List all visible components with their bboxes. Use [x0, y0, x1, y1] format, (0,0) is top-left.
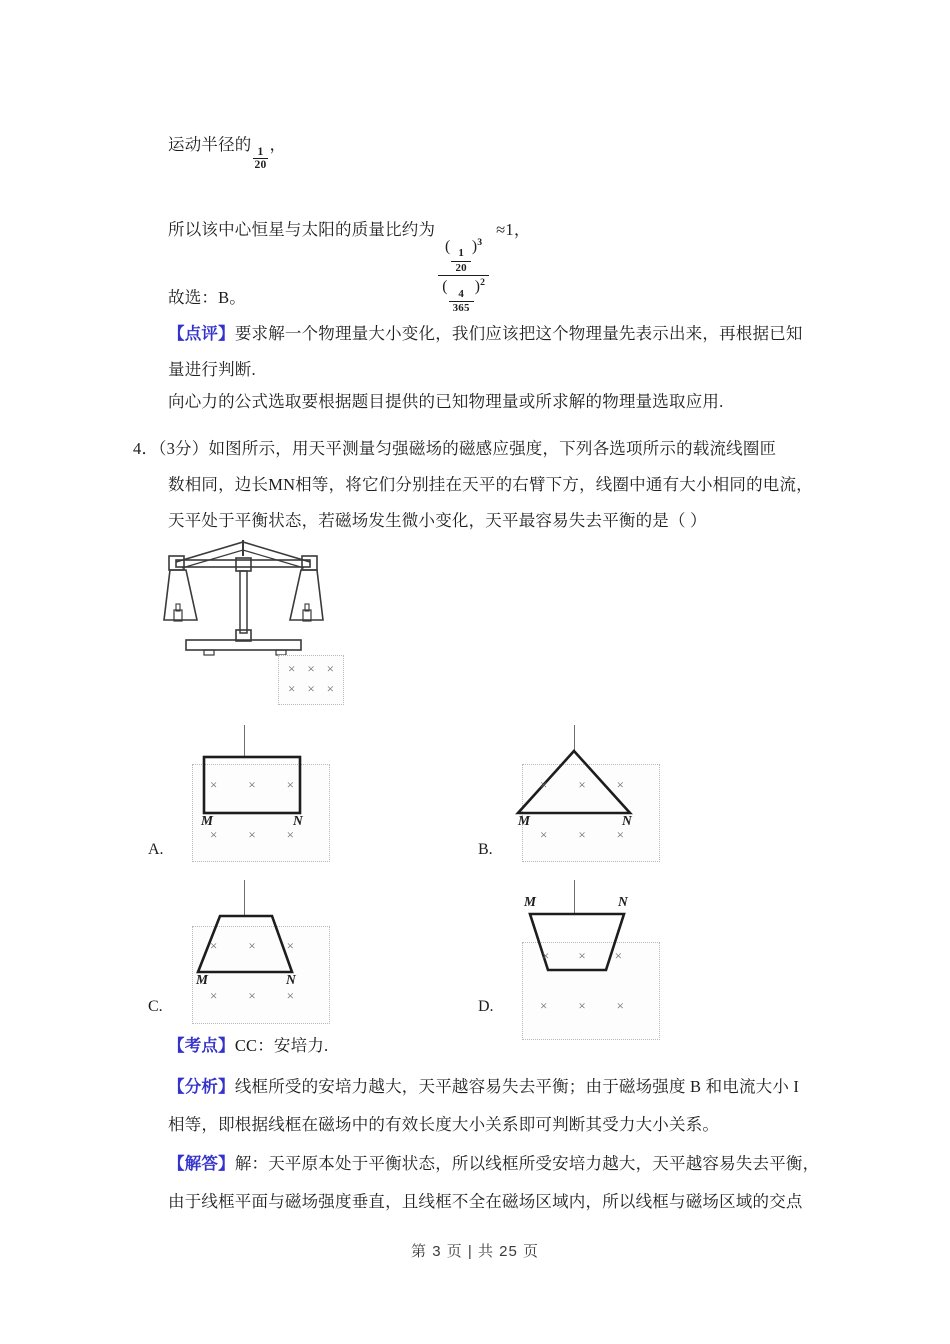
option-label-c: C. [148, 998, 163, 1015]
jieda-line-1 [168, 1152, 819, 1177]
vertex-label-m: M [524, 894, 537, 909]
field-x-mark: × [288, 681, 296, 696]
fenxi-line-2: 相等，即根据线框在磁场中的有效长度大小关系即可判断其受力大小关系。 [168, 1115, 720, 1134]
kaodian-text: CC：安培力. [234, 1036, 329, 1055]
question-line-3: 天平处于平衡状态，若磁场发生微小变化，天平最容易失去平衡的是（ ） [168, 511, 707, 530]
den-exponent: 2 [480, 277, 486, 289]
review-text-1: 要求解一个物理量大小变化，我们应该把这个物理量先表示出来，再根据已知 [234, 324, 803, 343]
option-label-d: D. [478, 998, 494, 1015]
field-x-mark: × [248, 988, 256, 1003]
field-x-mark: × [616, 777, 624, 792]
jieda-tag: 【解答】 [168, 1154, 235, 1173]
mass-ratio-fraction [438, 237, 489, 314]
field-x-mark: × [614, 948, 622, 963]
field-x-mark: × [326, 681, 334, 696]
field-x-mark: × [210, 988, 218, 1003]
review-tag: 【点评】 [168, 324, 235, 343]
vertex-label-m: M [518, 813, 531, 828]
field-x-mark: × [286, 938, 294, 953]
radius-suffix: ， [269, 135, 287, 154]
num-exponent: 3 [477, 237, 483, 249]
question-text-1: 如图所示，用天平测量匀强磁场的磁感应强度，下列各选项所示的载流线圈匝 [208, 439, 777, 458]
vertex-label-n: N [622, 813, 632, 828]
vertex-label-m: M [196, 972, 209, 987]
answer-line: 故选：B。 [168, 288, 247, 307]
field-x-mark: × [248, 938, 256, 953]
magnetic-field-region-scale [278, 655, 344, 705]
vertex-label-m: M [201, 813, 214, 828]
mass-ratio-suffix: ≈1， [496, 220, 531, 239]
field-x-mark: × [286, 777, 294, 792]
question-line-1 [133, 437, 776, 462]
fraction-denominator: ( $\frac{4}{365}$ )$^2$ [438, 275, 489, 314]
option-b[interactable] [478, 725, 698, 865]
field-x-mark: × [578, 948, 586, 963]
page-footer: 第 3 页 | 共 25 页 [411, 1243, 539, 1260]
mass-ratio-prefix: 所以该中心恒星与太阳的质量比约为 [168, 220, 436, 239]
field-x-mark: × [540, 827, 548, 842]
fenxi-tag: 【分析】 [168, 1077, 235, 1096]
option-c[interactable] [148, 880, 368, 1020]
den-base: 4 [458, 287, 464, 300]
vertex-label-n: N [618, 894, 628, 909]
review-line-1 [168, 322, 803, 347]
question-number: 4． [133, 439, 159, 458]
option-a[interactable] [148, 725, 368, 865]
field-x-mark: × [210, 777, 218, 792]
question-line-2: 数相同，边长MN相等，将它们分别挂在天平的右臂下方，线圈中通有大小相同的电流， [168, 475, 813, 494]
fraction-numerator: 1 [257, 146, 264, 159]
vertex-label-n: N [286, 972, 296, 987]
coil-shape-rectangle [168, 725, 368, 865]
field-x-mark: × [248, 777, 256, 792]
field-x-mark: × [578, 777, 586, 792]
field-x-mark: × [210, 827, 218, 842]
radius-fraction [253, 146, 269, 171]
field-x-mark: × [542, 948, 550, 963]
num-base: 1 [458, 247, 464, 260]
field-x-mark: × [578, 827, 586, 842]
field-x-mark: × [307, 681, 315, 696]
radius-paragraph [168, 133, 286, 171]
field-x-mark: × [307, 661, 315, 676]
field-x-mark: × [540, 998, 548, 1013]
field-x-mark: × [286, 988, 294, 1003]
option-d[interactable] [478, 880, 698, 1020]
option-label-a: A. [148, 841, 164, 858]
review-line-3: 向心力的公式选取要根据题目提供的已知物理量或所求解的物理量选取应用. [168, 392, 724, 411]
coil-shape-triangle [498, 725, 698, 865]
field-x-mark: × [616, 998, 624, 1013]
vertex-label-n: N [293, 813, 303, 828]
fenxi-line-1 [168, 1075, 799, 1100]
coil-shape-trapezoid [168, 880, 368, 1030]
review-line-2: 量进行判断. [168, 360, 256, 379]
field-x-mark: × [326, 661, 334, 676]
option-label-b: B. [478, 841, 493, 858]
field-x-mark: × [248, 827, 256, 842]
fraction-denominator: 20 [254, 159, 267, 172]
field-x-mark: × [210, 938, 218, 953]
fenxi-text-1: 线框所受的安培力越大，天平越容易失去平衡；由于磁场强度 B 和电流大小 I [234, 1077, 800, 1096]
jieda-text-1: 解：天平原本处于平衡状态，所以线框所受安培力越大，天平越容易失去平衡， [234, 1154, 820, 1173]
radius-prefix: 运动半径的 [168, 135, 252, 154]
field-x-mark: × [578, 998, 586, 1013]
jieda-line-2: 由于线框平面与磁场强度垂直，且线框不全在磁场区域内，所以线框与磁场区域的交点 [168, 1192, 803, 1211]
field-x-mark: × [288, 661, 296, 676]
kaodian-line [168, 1034, 328, 1059]
den-den: 365 [449, 301, 474, 315]
fraction-numerator: ( $\frac{1}{20}$ )$^3$ [445, 237, 483, 274]
question-score: （3分） [158, 439, 209, 458]
num-den: 20 [451, 261, 470, 275]
field-x-mark: × [616, 827, 624, 842]
field-x-mark: × [540, 777, 548, 792]
kaodian-tag: 【考点】 [168, 1036, 235, 1055]
field-x-mark: × [286, 827, 294, 842]
